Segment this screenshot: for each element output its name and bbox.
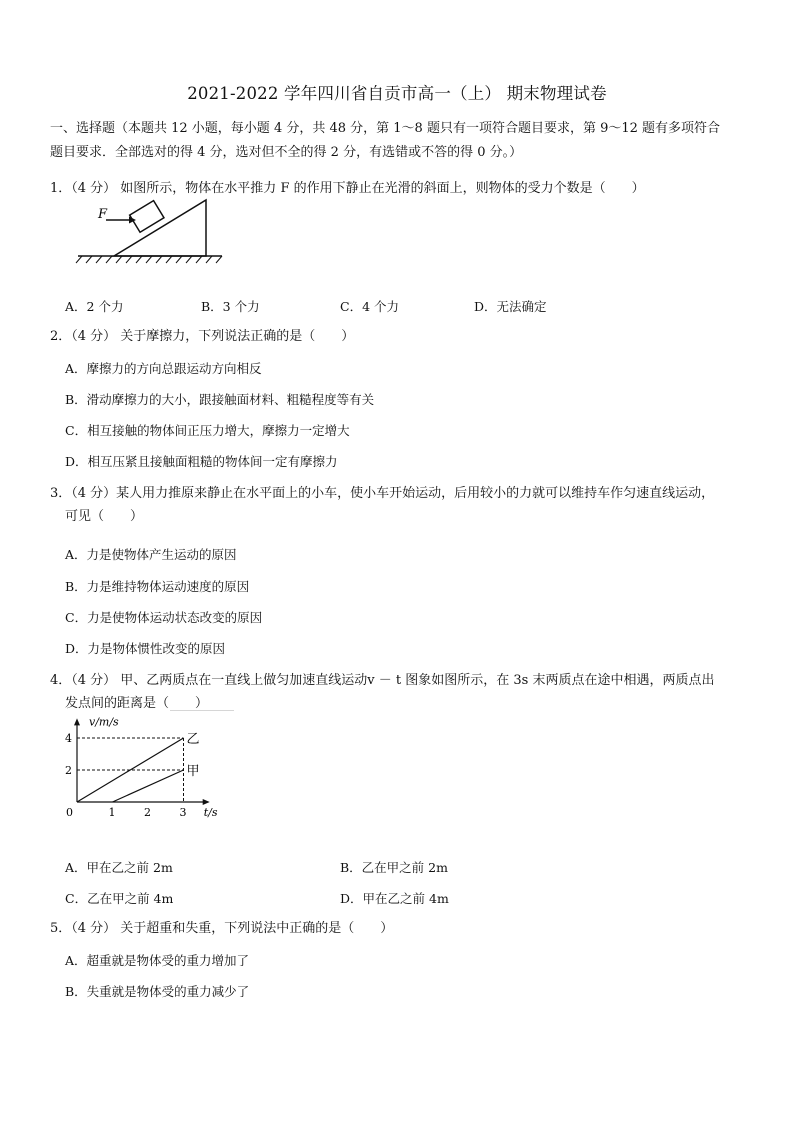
q3-option-d[interactable]: D．力是物体惯性改变的原因 — [65, 641, 226, 656]
q1-incline-figure — [70, 196, 230, 268]
q2-stem: 2．（4 分） 关于摩擦力，下列说法正确的是（ ） — [50, 329, 355, 344]
q3-option-b[interactable]: B．力是维持物体运动速度的原因 — [65, 579, 250, 594]
y-tick-label-2: 2 — [65, 764, 72, 777]
block — [130, 201, 164, 233]
q4-stem-line2: 发点间的距离是（ ） — [65, 696, 209, 711]
x-axis-label: t/s — [203, 806, 218, 819]
q2-option-a[interactable]: A．摩擦力的方向总跟运动方向相反 — [65, 361, 262, 376]
x-tick-label-3: 3 — [179, 806, 187, 819]
q5-option-b[interactable]: B．失重就是物体受的重力减少了 — [65, 984, 250, 999]
q4-option-c[interactable]: C．乙在甲之前 4m — [65, 891, 174, 906]
section-instructions-line1: 一、选择题（本题共 12 小题，每小题 4 分，共 48 分，第 1～8 题只有一项符合题目要求，第 9～12 题有多项符合 — [50, 121, 721, 136]
q3-option-c[interactable]: C．力是使物体运动状态改变的原因 — [65, 610, 263, 625]
x-tick-label-1: 1 — [108, 806, 116, 819]
section-instructions-line2: 题目要求．全部选对的得 4 分，选对但不全的得 2 分，有选错或不答的得 0 分。） — [50, 145, 523, 160]
page-title: 2021-2022 学年四川省自贡市高一（上） 期末物理试卷 — [187, 84, 607, 103]
q3-stem-line2: 可见（ ） — [65, 509, 144, 524]
force-label: F — [98, 207, 108, 222]
q1-option-b[interactable]: B．3 个力 — [201, 299, 260, 314]
q1-option-d[interactable]: D．无法确定 — [474, 299, 547, 314]
q4-stem-line1: 4．（4 分） 甲、乙两质点在一直线上做匀加速直线运动v － t 图象如图所示，在 3s 末两质点在途中相遇，两质点出 — [50, 673, 715, 688]
x-axis-arrowhead — [203, 799, 210, 805]
q1-option-c[interactable]: C．4 个力 — [340, 299, 399, 314]
y-axis-label: v/m/s — [89, 715, 119, 729]
q2-option-d[interactable]: D．相互压紧且接触面粗糙的物体间一定有摩擦力 — [65, 454, 338, 469]
q1-stem: 1．（4 分） 如图所示，物体在水平推力 F 的作用下静止在光滑的斜面上，则物体的受力个数是（ ） — [50, 181, 645, 196]
q4-option-b[interactable]: B．乙在甲之前 2m — [340, 860, 448, 875]
incline-wedge — [114, 200, 206, 256]
ground-line — [76, 256, 222, 263]
q3-stem-line1: 3．（4 分）某人用力推原来静止在水平面上的小车，使小车开始运动，后用较小的力就可以维持车作匀速直线运动， — [50, 486, 715, 501]
x-tick-label-0: 0 — [66, 806, 73, 819]
q5-option-a[interactable]: A．超重就是物体受的重力增加了 — [65, 953, 250, 968]
q4-vt-graph — [60, 706, 235, 826]
x-tick-label-2: 2 — [144, 806, 151, 819]
y-tick-label-4: 4 — [65, 732, 72, 745]
q4-option-a[interactable]: A．甲在乙之前 2m — [65, 860, 173, 875]
q4-option-d[interactable]: D．甲在乙之前 4m — [340, 891, 449, 906]
q5-stem: 5．（4 分） 关于超重和失重，下列说法中正确的是（ ） — [50, 921, 394, 936]
y-axis-arrowhead — [74, 718, 80, 725]
q2-option-c[interactable]: C．相互接触的物体间正压力增大，摩擦力一定增大 — [65, 423, 350, 438]
series-label-1: 乙 — [186, 732, 200, 747]
series-label-2: 甲 — [186, 764, 200, 779]
q1-option-a[interactable]: A．2 个力 — [65, 299, 124, 314]
q3-option-a[interactable]: A．力是使物体产生运动的原因 — [65, 547, 237, 562]
q2-option-b[interactable]: B．滑动摩擦力的大小，跟接触面材料、粗糙程度等有关 — [65, 392, 375, 407]
